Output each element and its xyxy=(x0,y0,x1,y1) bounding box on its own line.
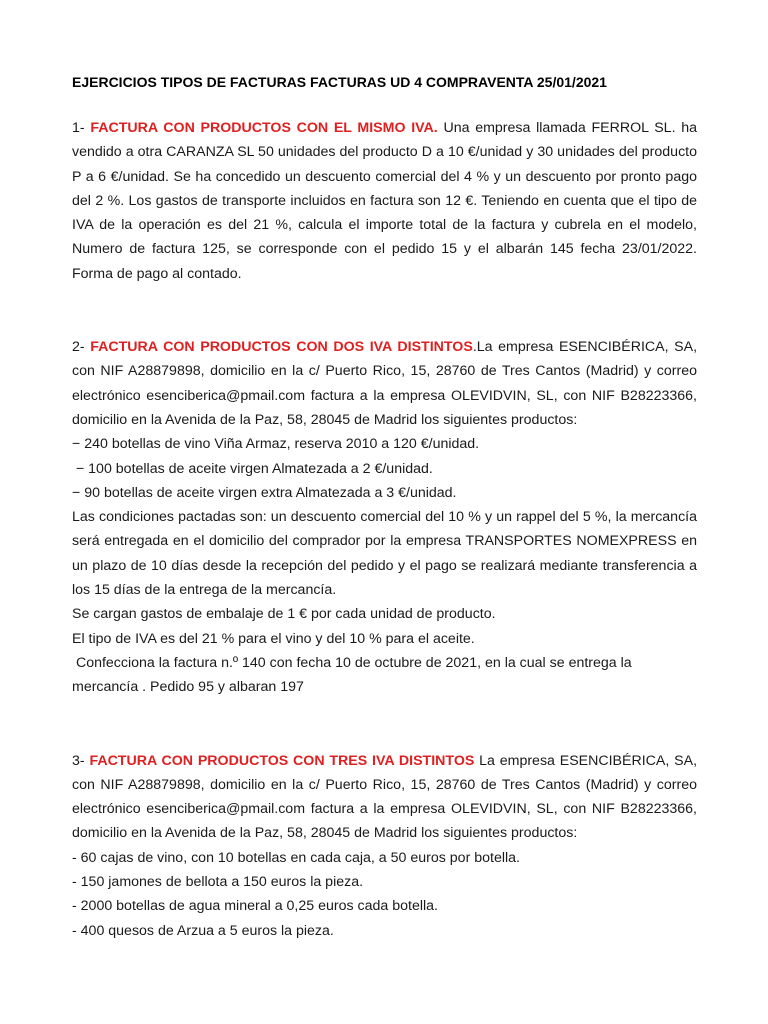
exercise-1-paragraph-1 xyxy=(72,116,697,286)
exercise-2-list-item-1: − 240 botellas de vino Viña Armaz, reserva 2010 a 120 €/unidad. xyxy=(72,436,480,453)
document-title: EJERCICIOS TIPOS DE FACTURAS FACTURAS UD 4 COMPRAVENTA 25/01/2021 xyxy=(72,74,607,90)
exercise-3-list-item-2: - 150 jamones de bellota a 150 euros la pieza. xyxy=(72,874,364,891)
exercise-3-list-item-4: - 400 quesos de Arzua a 5 euros la pieza. xyxy=(72,922,334,939)
exercise-2-heading: FACTURA CON PRODUCTOS CON DOS IVA DISTINTOS xyxy=(90,339,473,356)
exercise-2-list-item-3: − 90 botellas de aceite virgen extra Almatezada a 3 €/unidad. xyxy=(72,484,457,501)
exercise-2-text: .La empresa ESENCIBÉRICA, SA, con NIF A28879898, domicilio en la c/ Puerto Rico, 15, 28760 de Tres Cantos (Madrid) y correo electrónico esenciberica@pmail.com factura a la empresa OLEVIDVIN, SL, con NIF B28223366, domicilio en la Avenida de la Paz, 58, 28045 de Madrid los siguientes productos: xyxy=(72,339,698,428)
exercise-1-heading: FACTURA CON PRODUCTOS CON EL MISMO IVA. xyxy=(90,120,438,136)
exercise-3-list-item-3: - 2000 botellas de agua mineral a 0,25 euros cada botella. xyxy=(72,898,438,915)
exercise-2-conditions: Las condiciones pactadas son: un descuento comercial del 10 % y un rappel del 5 %, la mercancía será entregada en el domicilio del comprador por la empresa TRANSPORTES NOMEXPRESS en un plazo de 10 días desde la recepción del pedido y el pago se realizará mediante transferencia a los 15 días de la entrega de la mercancía. xyxy=(72,509,697,599)
exercise-1-number: 1- xyxy=(72,120,91,136)
exercise-2-number: 2- xyxy=(72,339,91,356)
exercise-3-list-item-1: - 60 cajas de vino, con 10 botellas en cada caja, a 50 euros por botella. xyxy=(72,849,520,866)
exercise-1-text: Una empresa llamada FERROL SL. ha vendido a otra CARANZA SL 50 unidades del producto D a 10 €/unidad y 30 unidades del producto P a 6 €/unidad. Se ha concedido un descuento comercial del 4 % y un descuento por pronto pago del 2 %. Los gastos de transporte incluidos en factura son 12 €. Teniendo en cuenta que el tipo de IVA de la operación es del 21 %, calcula el importe total de la factura y cubrela en el modelo, Numero de factura 125, se corresponde con el pedido 15 y el albarán 145 fecha 23/01/2022. Forma de pago al contado. xyxy=(72,120,697,282)
exercise-2-packaging: Se cargan gastos de embalaje de 1 € por cada unidad de producto. xyxy=(72,606,496,623)
exercise-2 xyxy=(72,335,697,699)
exercise-2-instructions: Confecciona la factura n.º 140 con fecha 10 de octubre de 2021, en la cual se entrega la mercancía . Pedido 95 y albaran 197 xyxy=(72,654,636,696)
exercise-3-paragraph-1 xyxy=(72,749,697,846)
exercise-3 xyxy=(72,749,697,943)
exercise-3-heading: FACTURA CON PRODUCTOS CON TRES IVA DISTINTOS xyxy=(89,752,475,769)
exercise-2-list-item-2: − 100 botellas de aceite virgen Almatezada a 2 €/unidad. xyxy=(72,460,433,477)
exercise-3-number: 3- xyxy=(72,752,90,769)
exercise-2-vat: El tipo de IVA es del 21 % para el vino y del 10 % para el aceite. xyxy=(72,630,475,647)
exercise-2-paragraph-1 xyxy=(72,335,697,432)
exercise-1 xyxy=(72,116,697,286)
exercise-3-text: La empresa ESENCIBÉRICA, SA, con NIF A28879898, domicilio en la c/ Puerto Rico, 15, 28760 de Tres Cantos (Madrid) y correo electrónico esenciberica@pmail.com factura a la empresa OLEVIDVIN, SL, con NIF B28223366, domicilio en la Avenida de la Paz, 58, 28045 de Madrid los siguientes productos: xyxy=(72,752,698,842)
